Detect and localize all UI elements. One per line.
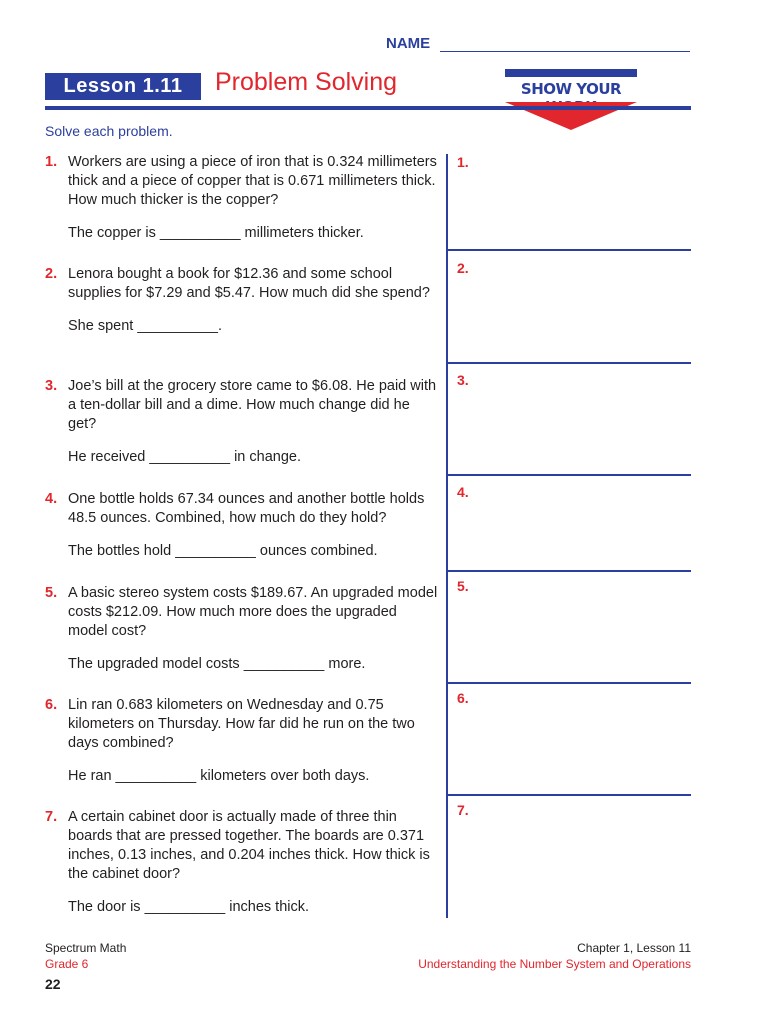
lesson-title: Problem Solving bbox=[215, 68, 398, 96]
work-box-2[interactable] bbox=[448, 258, 691, 360]
problem-text: A basic stereo system costs $189.67. An upgraded model costs $212.09. How much more does the upgraded model cost? bbox=[68, 585, 438, 639]
work-box-number: 4. bbox=[457, 484, 469, 500]
answer-sentence: He received __________ in change. bbox=[68, 449, 301, 465]
work-box-number: 1. bbox=[457, 154, 469, 170]
page-number: 22 bbox=[45, 976, 61, 992]
work-box-7[interactable] bbox=[448, 800, 691, 916]
footer-right bbox=[418, 940, 691, 972]
instructions: Solve each problem. bbox=[45, 123, 173, 139]
book-title: Spectrum Math bbox=[45, 941, 127, 955]
problem-3 bbox=[45, 377, 440, 467]
work-box-number: 6. bbox=[457, 690, 469, 706]
problem-7 bbox=[45, 808, 440, 917]
problem-text: Joe’s bill at the grocery store came to $6.08. He paid with a ten-dollar bill and a dime. How much change did he get? bbox=[68, 378, 437, 432]
show-your-work-banner bbox=[505, 69, 637, 131]
work-box-6[interactable] bbox=[448, 688, 691, 792]
problem-number: 2. bbox=[45, 266, 58, 282]
problem-number: 6. bbox=[45, 697, 58, 713]
problem-number: 5. bbox=[45, 585, 58, 601]
problem-number: 4. bbox=[45, 491, 58, 507]
work-box-5[interactable] bbox=[448, 576, 691, 680]
topic-label: Understanding the Number System and Operations bbox=[418, 957, 691, 971]
work-box-separator bbox=[446, 794, 691, 796]
answer-sentence: He ran __________ kilometers over both days. bbox=[68, 768, 370, 784]
problem-5 bbox=[45, 584, 440, 674]
work-box-3[interactable] bbox=[448, 370, 691, 473]
work-box-4[interactable] bbox=[448, 482, 691, 570]
grade-label: Grade 6 bbox=[45, 957, 89, 971]
show-your-work-label: SHOW YOUR bbox=[520, 80, 622, 98]
problem-6 bbox=[45, 696, 440, 786]
answer-sentence: The copper is __________ millimeters thicker. bbox=[68, 225, 364, 241]
work-box-separator bbox=[446, 474, 691, 476]
name-label: NAME bbox=[386, 35, 431, 52]
problem-text: Lin ran 0.683 kilometers on Wednesday and 0.75 kilometers on Thursday. How far did he run on the two days combined? bbox=[68, 697, 415, 751]
answer-sentence: The upgraded model costs __________ more. bbox=[68, 656, 366, 672]
work-box-number: 7. bbox=[457, 802, 469, 818]
problem-text: A certain cabinet door is actually made of three thin boards that are pressed together. The boards are 0.371 inches, 0.13 inches, and 0.204 inches thick. How thick is the cabinet door? bbox=[68, 809, 430, 882]
work-box-number: 5. bbox=[457, 578, 469, 594]
work-box-separator bbox=[446, 570, 691, 572]
answer-sentence: The door is __________ inches thick. bbox=[68, 899, 310, 915]
name-field[interactable] bbox=[440, 51, 690, 52]
problem-number: 1. bbox=[45, 154, 58, 170]
work-box-separator bbox=[446, 249, 691, 251]
work-box-separator bbox=[446, 682, 691, 684]
chapter-label: Chapter 1, Lesson 11 bbox=[577, 941, 691, 955]
lesson-badge: Lesson 1.11 bbox=[45, 73, 201, 100]
work-box-1[interactable] bbox=[448, 152, 691, 249]
problem-text: Lenora bought a book for $12.36 and some school supplies for $7.29 and $5.47. How much did she spend? bbox=[68, 266, 430, 301]
problem-number: 3. bbox=[45, 378, 58, 394]
problem-1 bbox=[45, 153, 440, 243]
problem-number: 7. bbox=[45, 809, 58, 825]
header-rule bbox=[45, 106, 691, 110]
problem-4 bbox=[45, 490, 440, 561]
banner-bar bbox=[505, 69, 637, 77]
work-box-separator bbox=[446, 362, 691, 364]
problem-text: One bottle holds 67.34 ounces and another bottle holds 48.5 ounces. Combined, how much do they hold? bbox=[68, 491, 425, 526]
answer-sentence: She spent __________. bbox=[68, 318, 222, 334]
answer-sentence: The bottles hold __________ ounces combined. bbox=[68, 543, 378, 559]
problem-text: Workers are using a piece of iron that is 0.324 millimeters thick and a piece of copper that is 0.671 millimeters thick. How much thicker is the copper? bbox=[68, 154, 437, 208]
work-box-number: 2. bbox=[457, 260, 469, 276]
work-box-number: 3. bbox=[457, 372, 469, 388]
footer-left bbox=[45, 940, 126, 972]
problem-2 bbox=[45, 265, 440, 336]
